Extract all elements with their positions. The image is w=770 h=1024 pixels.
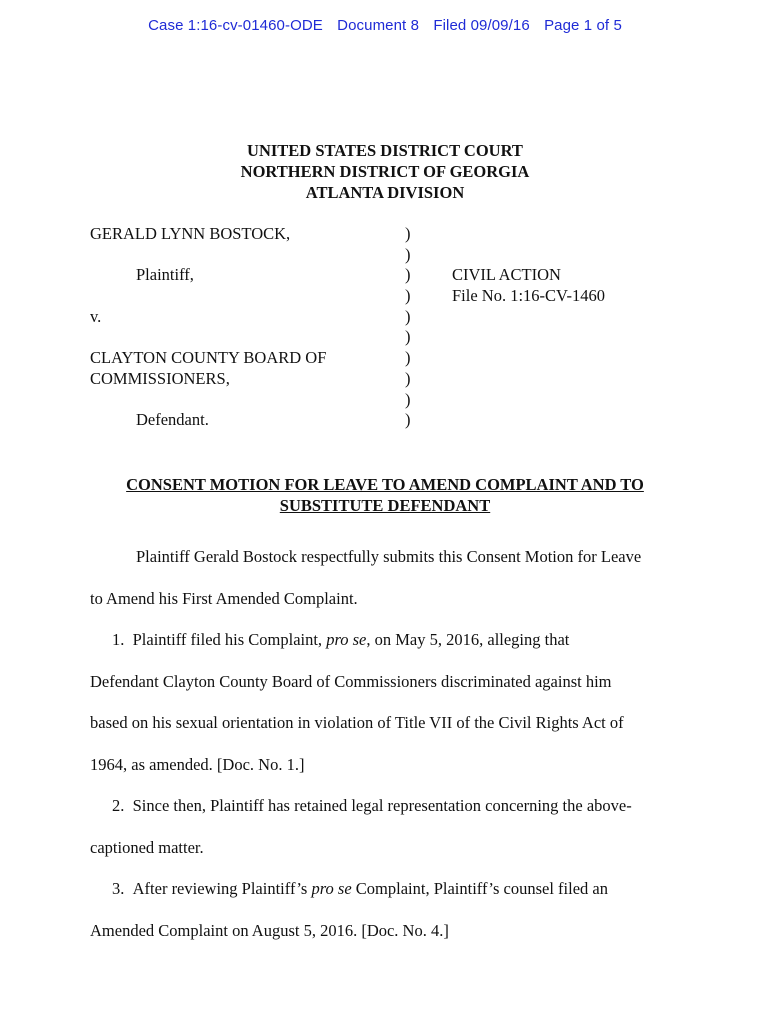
filed-date: Filed 09/09/16 <box>433 17 530 34</box>
motion-title-line1: CONSENT MOTION FOR LEAVE TO AMEND COMPLAINT AND TO <box>126 475 644 494</box>
pro-se-italic: pro se <box>311 879 352 898</box>
text-span: After reviewing Plaintiff’s <box>132 879 308 898</box>
court-name: UNITED STATES DISTRICT COURT <box>247 141 523 160</box>
paragraph-number: 2. <box>112 796 125 815</box>
text-span: Plaintiff filed his Complaint, <box>132 630 323 649</box>
text-span: , on May 5, 2016, alleging that <box>366 630 570 649</box>
intro-line2: to Amend his First Amended Complaint. <box>90 588 358 608</box>
paragraph-3-line2: Amended Complaint on August 5, 2016. [Doc. No. 4.] <box>90 920 449 940</box>
paren: ) <box>405 410 411 430</box>
page-indicator: Page 1 of 5 <box>544 17 622 34</box>
court-heading <box>0 140 770 203</box>
paragraph-number: 3. <box>112 879 125 898</box>
paren: ) <box>405 348 411 368</box>
motion-title-line2: SUBSTITUTE DEFENDANT <box>279 496 491 515</box>
paragraph-2-line1 <box>90 785 690 827</box>
paren: ) <box>405 327 411 347</box>
versus: v. <box>90 306 102 326</box>
paragraph-1-line1 <box>90 619 690 661</box>
paragraph-3-line1 <box>90 868 690 910</box>
court-district: NORTHERN DISTRICT OF GEORGIA <box>240 162 530 181</box>
paren: ) <box>405 224 411 243</box>
text-span: Complaint, Plaintiff’s counsel filed an <box>355 879 608 898</box>
civil-action-label: CIVIL ACTION <box>452 265 561 285</box>
court-division: ATLANTA DIVISION <box>305 183 465 202</box>
caption-parentheses <box>405 224 411 431</box>
paren: ) <box>405 306 411 326</box>
paren: ) <box>405 244 411 264</box>
paren: ) <box>405 265 411 285</box>
paragraph-1-line2: Defendant Clayton County Board of Commissioners discriminated against him <box>90 671 612 691</box>
paragraph-1-line3: based on his sexual orientation in violation of Title VII of the Civil Rights Act of <box>90 713 624 732</box>
pro-se-italic: pro se <box>326 630 367 649</box>
paragraph-1-line4: 1964, as amended. [Doc. No. 1.] <box>90 754 305 774</box>
text-span: Since then, Plaintiff has retained legal representation concerning the above- <box>132 796 632 815</box>
file-number: File No. 1:16-CV-1460 <box>452 286 605 306</box>
case-caption-parties <box>90 224 326 431</box>
document-number: Document 8 <box>337 17 420 34</box>
defendant-name-line1: CLAYTON COUNTY BOARD OF <box>90 348 327 368</box>
motion-title <box>0 474 770 516</box>
plaintiff-name: GERALD LYNN BOSTOCK, <box>90 224 291 243</box>
paren: ) <box>405 368 411 388</box>
defendant-name-line2: COMMISSIONERS, <box>90 368 230 388</box>
intro-line1: Plaintiff Gerald Bostock respectfully submits this Consent Motion for Leave <box>136 547 642 566</box>
case-number: Case 1:16-cv-01460-ODE <box>148 17 323 34</box>
paragraph-2-line2: captioned matter. <box>90 837 204 857</box>
defendant-role: Defendant. <box>136 410 209 430</box>
motion-body <box>90 536 690 951</box>
case-caption-action <box>452 265 605 306</box>
paragraph-number: 1. <box>112 630 125 649</box>
ecf-filing-header <box>0 17 770 34</box>
plaintiff-role: Plaintiff, <box>136 265 194 285</box>
paren: ) <box>405 286 411 306</box>
paren: ) <box>405 389 411 409</box>
